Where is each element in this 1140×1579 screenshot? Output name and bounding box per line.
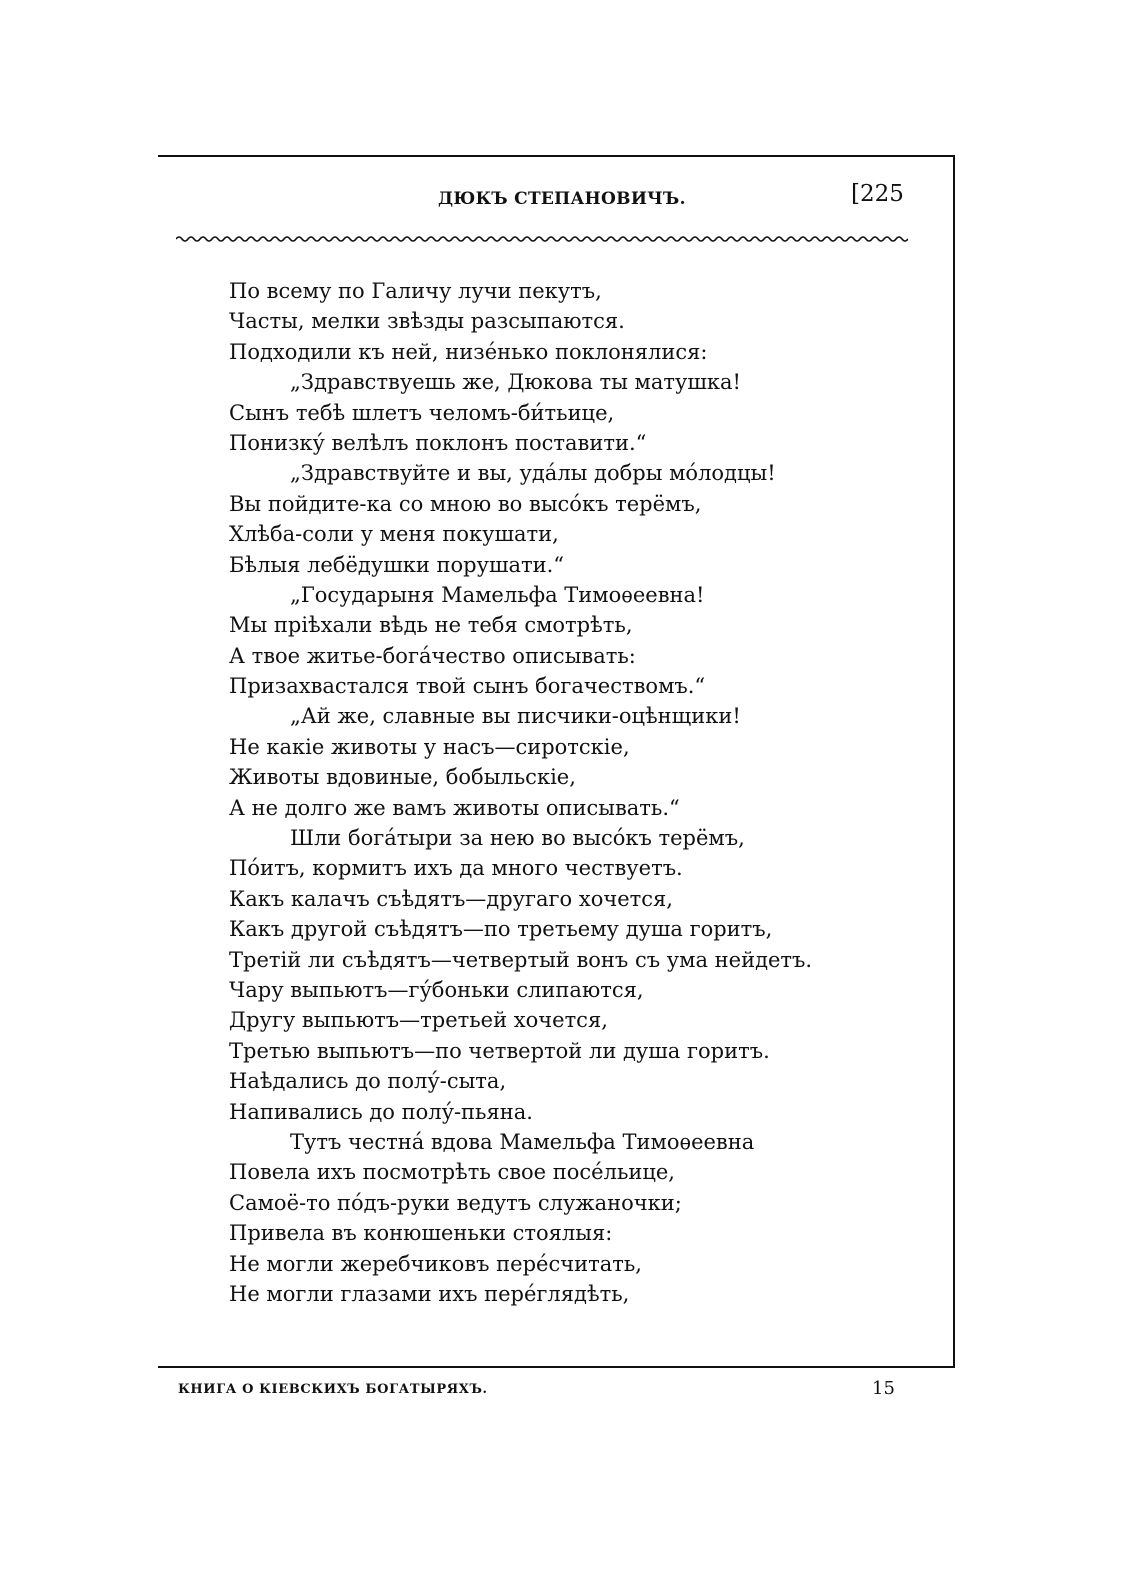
poem-line: Повела ихъ посмотрѣть свое посе́льице, [229, 1160, 675, 1185]
poem-line: Не могли глазами ихъ пере́глядѣть, [229, 1281, 630, 1306]
poem-line: Третій ли съѣдятъ—четвертый вонъ съ ума нейдетъ. [229, 947, 813, 972]
poem-line: Напивались до полу́-пьяна. [229, 1099, 533, 1124]
poem-line: „Ай же, славные вы писчики-оцѣнщики! [290, 704, 741, 729]
bottom-rule [158, 1366, 955, 1368]
poem-line: По́итъ, кормитъ ихъ да много чествуетъ. [229, 856, 683, 881]
poem-line: Привела въ конюшеньки стоялыя: [229, 1221, 613, 1246]
poem-line: „Государыня Мамельфа Тимоѳеевна! [290, 582, 705, 607]
poem-line: Подходили къ ней, низе́нько поклонялися: [229, 339, 708, 364]
top-rule [158, 155, 954, 157]
poem-line: Самоё-то по́дъ-руки ведутъ служаночки; [229, 1190, 682, 1215]
poem-line: Вы пойдите-ка со мною во высо́къ терёмъ, [229, 491, 702, 516]
poem-line: По всему по Галичу лучи пекутъ, [229, 279, 602, 303]
poem-line: „Здравствуешь же, Дюкова ты матушка! [290, 370, 741, 395]
poem-line: Другу выпьютъ—третьей хочется, [229, 1008, 608, 1033]
poem-text [229, 276, 929, 1309]
poem-line: Мы пріѣхали вѣдь не тебя смотрѣть, [229, 613, 633, 638]
signature-number: 15 [872, 1378, 895, 1399]
poem-line: А не долго же вамъ животы описывать.“ [229, 795, 680, 820]
poem-line: „Здравствуйте и вы, уда́лы добры мо́лодцы! [290, 461, 776, 486]
poem-line: Призахвастался твой сынъ богачествомъ.“ [229, 674, 706, 699]
wavy-ornament-rule [176, 232, 908, 246]
poem-line: Хлѣба-соли у меня покушати, [229, 522, 559, 547]
poem-line: Чару выпьютъ—гу́боньки слипаются, [229, 977, 644, 1002]
poem-line: А твое житье-бога́чество описывать: [229, 643, 636, 668]
poem-line: Понизку́ велѣлъ поклонъ поставити.“ [229, 430, 647, 455]
poem-line: Какъ другой съѣдятъ—по третьему душа горитъ, [229, 917, 773, 942]
poem-line: Не могли жеребчиковъ пере́считать, [229, 1251, 642, 1276]
poem-line: Бѣлыя лебёдушки порушати.“ [229, 552, 565, 577]
poem-line: Какъ калачъ съѣдятъ—другаго хочется, [229, 886, 673, 911]
page-number: [225 [851, 181, 904, 207]
poem-line: Сынъ тебѣ шлетъ челомъ-би́тьице, [229, 400, 615, 425]
poem-line: Часты, мелки звѣзды разсыпаются. [229, 309, 625, 334]
right-margin-rule [953, 155, 955, 1367]
poem-line: Тутъ честна́ вдова Мамельфа Тимоѳеевна [290, 1129, 755, 1154]
poem-line: Наѣдались до полу́-сыта, [229, 1069, 507, 1094]
printer-signature: КНИГА О КІЕВСКИХЪ БОГАТЫРЯХЪ. [178, 1382, 488, 1397]
poem-line: Третью выпьютъ—по четвертой ли душа горитъ. [229, 1038, 770, 1063]
poem-line: Животы вдовиные, бобыльскіе, [229, 765, 576, 790]
poem-line: Не какіе животы у насъ—сиротскіе, [229, 734, 630, 759]
running-title: ДЮКЪ СТЕПАНОВИЧЪ. [438, 189, 686, 209]
poem-line: Шли бога́тыри за нею во высо́къ терёмъ, [290, 826, 745, 851]
